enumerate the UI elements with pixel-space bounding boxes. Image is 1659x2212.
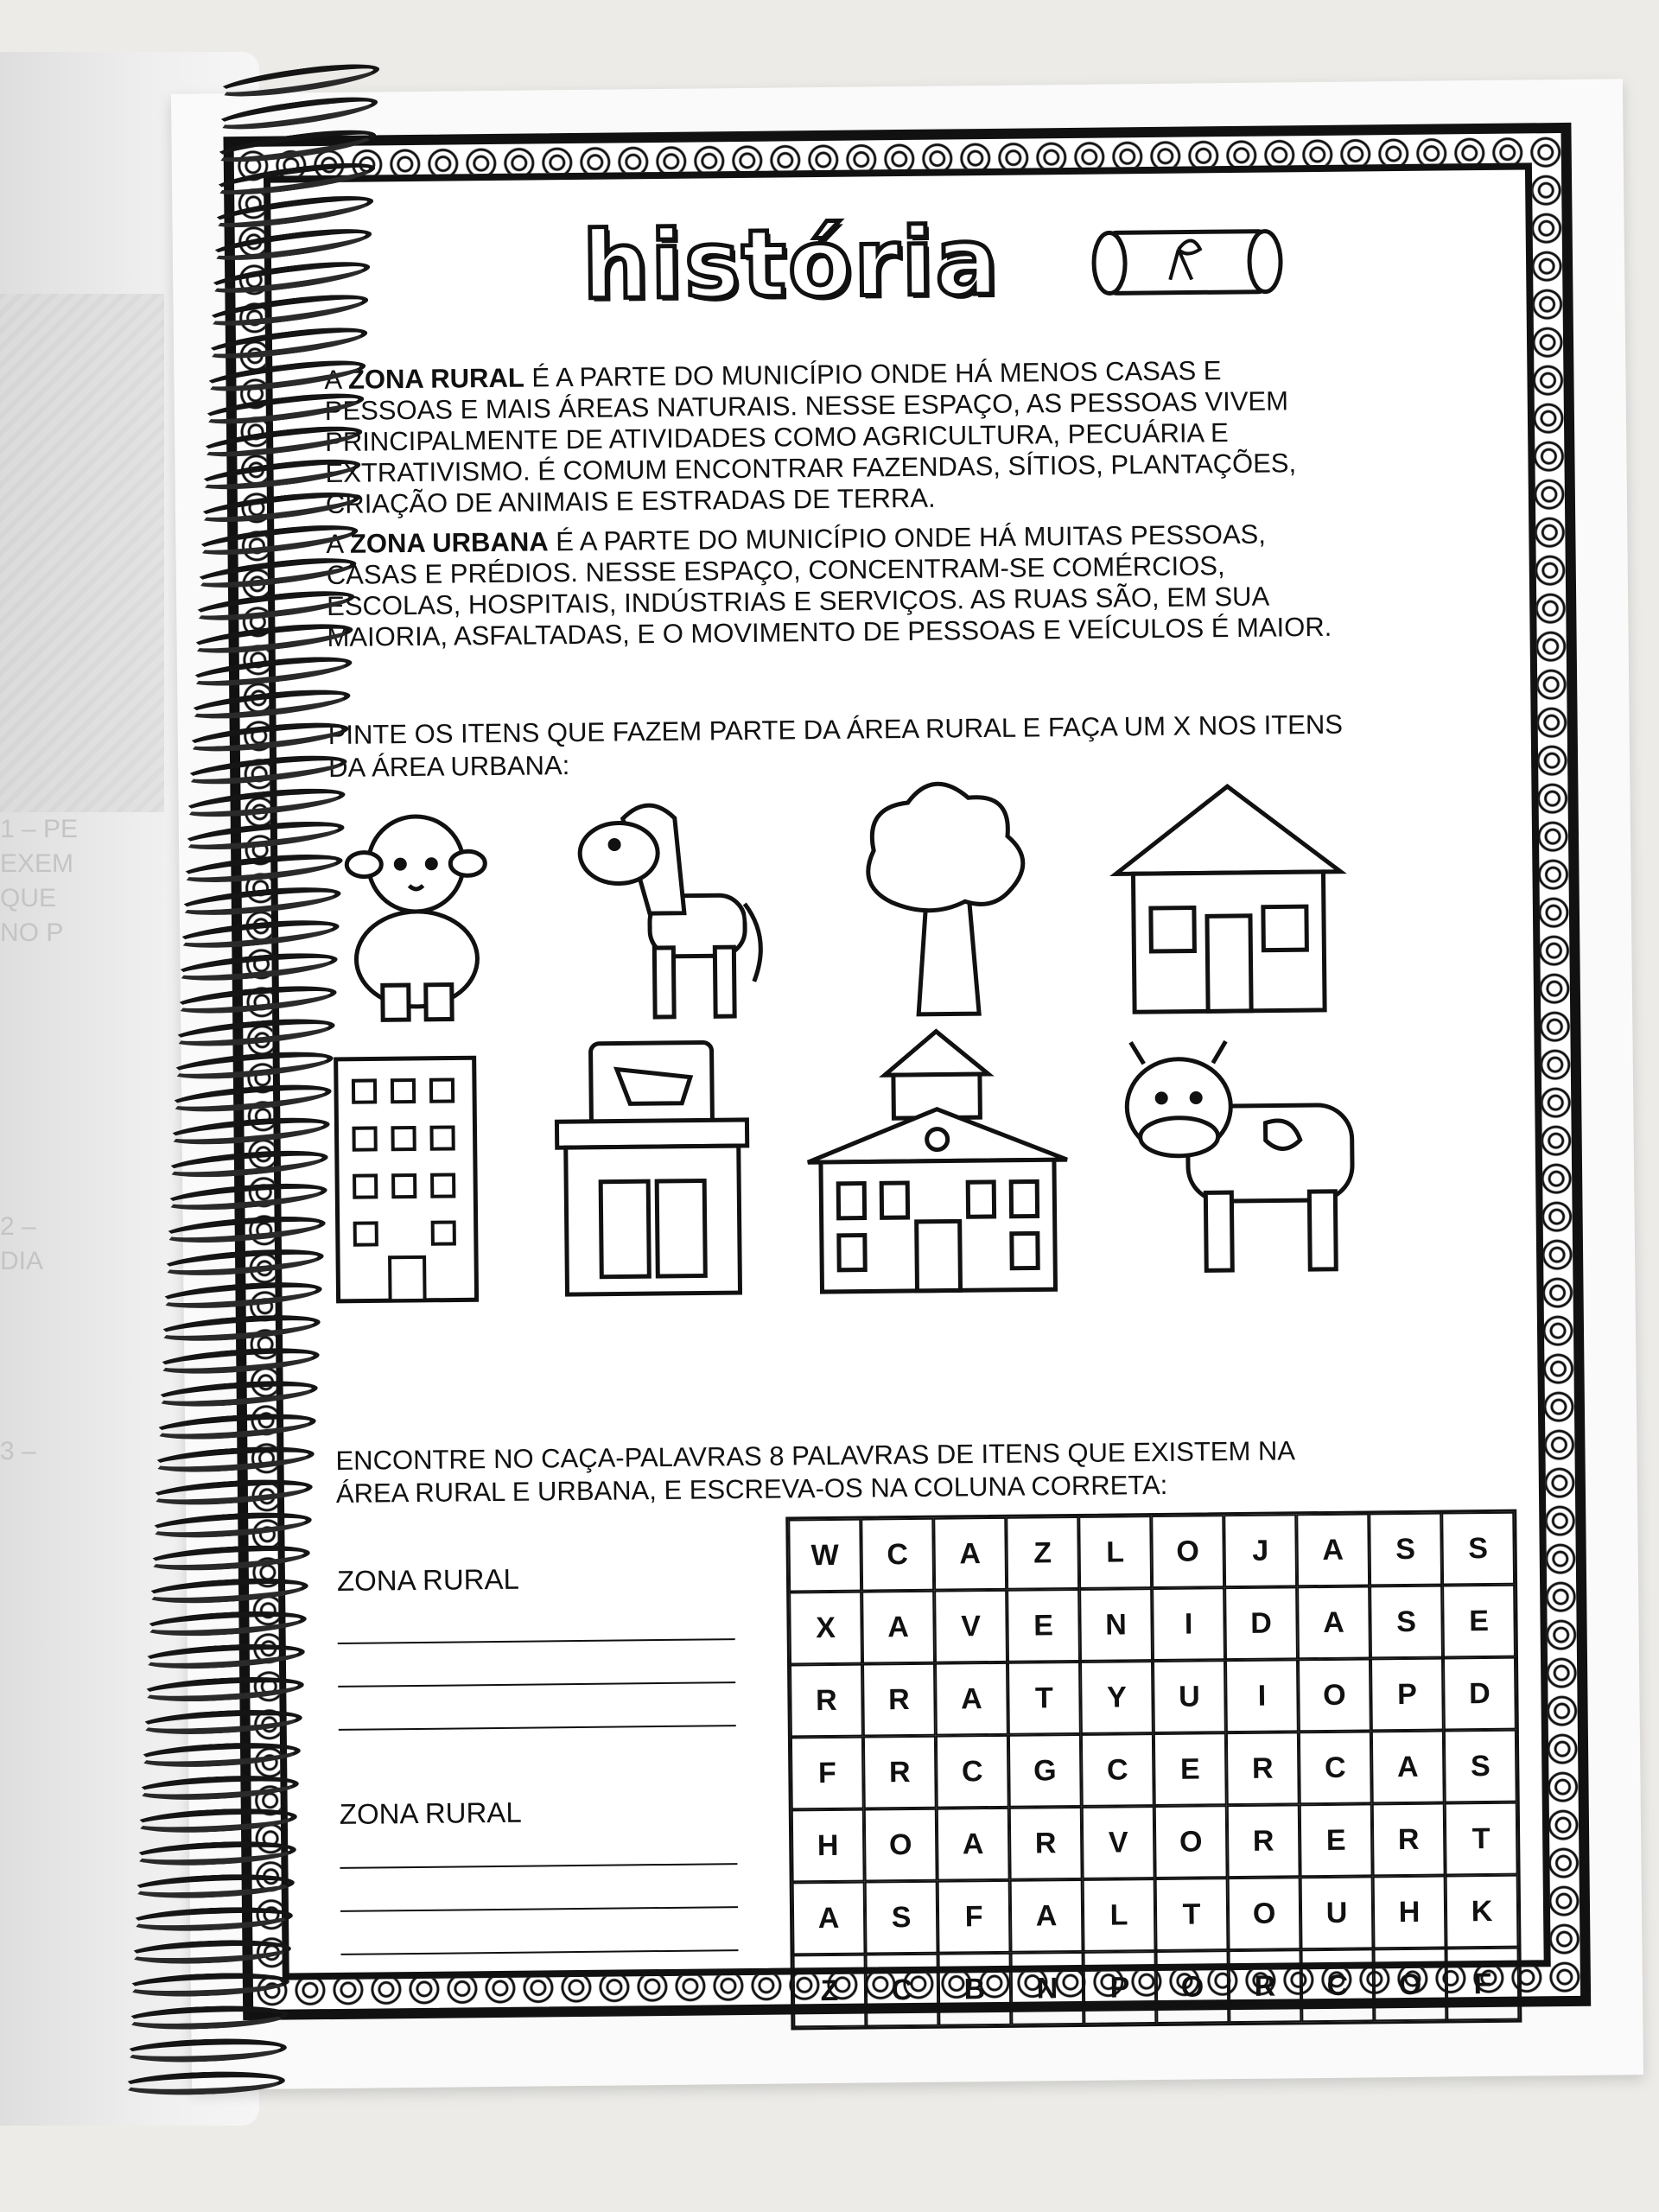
spiral-ring bbox=[161, 1211, 326, 1247]
paragraph-lead: A bbox=[326, 528, 351, 560]
word-search-cell[interactable]: P bbox=[1084, 1951, 1157, 2024]
left-page-fragment: 1 – PE bbox=[0, 815, 79, 843]
building-icon[interactable] bbox=[323, 1045, 490, 1306]
word-search-cell[interactable]: S bbox=[1369, 1513, 1442, 1586]
spiral-ring bbox=[156, 1311, 321, 1345]
word-search-cell[interactable]: S bbox=[1370, 1586, 1443, 1659]
spiral-ring bbox=[124, 2003, 289, 2031]
word-search-cell[interactable]: U bbox=[1300, 1876, 1374, 1949]
word-search-cell[interactable]: R bbox=[1227, 1804, 1300, 1878]
word-search-cell[interactable]: E bbox=[1442, 1585, 1516, 1658]
word-search-cell[interactable]: W bbox=[788, 1519, 861, 1592]
spiral-ring bbox=[150, 1443, 315, 1477]
answer-line[interactable] bbox=[339, 1725, 736, 1731]
word-search-cell[interactable]: Y bbox=[1080, 1661, 1154, 1734]
word-search-grid bbox=[785, 1510, 1522, 2031]
word-search-cell[interactable]: C bbox=[861, 1518, 934, 1592]
word-search-cell[interactable]: N bbox=[1079, 1588, 1153, 1662]
word-search-cell[interactable]: S bbox=[1441, 1512, 1515, 1586]
spiral-ring bbox=[130, 1872, 295, 1902]
word-search-cell[interactable]: E bbox=[1300, 1803, 1373, 1877]
word-search-cell[interactable]: R bbox=[862, 1663, 936, 1737]
zone-label-second: ZONA RURAL bbox=[339, 1796, 522, 1830]
paragraph-body: É A PARTE DO MUNICÍPIO ONDE HÁ MUITAS PESSOAS, CASAS E PRÉDIOS. NESSE ESPAÇO, CONCENTRAM-SE COMÉRCIOS, ESCOLAS, HOSPITAIS, INDÚSTRIAS E SERVIÇOS. AS RUAS SÃO, EM SUA MAIORIA, ASFALTADAS, E O MOVIMENTO DE PESSOAS E VEÍCULOS É MAIOR. bbox=[326, 518, 1332, 653]
spiral-ring bbox=[129, 1904, 294, 1934]
decorative-border bbox=[223, 123, 1591, 2020]
word-search-cell[interactable]: O bbox=[864, 1808, 938, 1882]
title-row bbox=[270, 194, 1526, 327]
word-search-cell[interactable]: T bbox=[1445, 1802, 1518, 1876]
answer-line[interactable] bbox=[338, 1638, 735, 1644]
word-search-cell[interactable]: U bbox=[1153, 1660, 1226, 1733]
answer-line[interactable] bbox=[340, 1949, 738, 1955]
spiral-ring bbox=[143, 1574, 308, 1606]
worksheet-page bbox=[171, 79, 1643, 2089]
spiral-ring bbox=[153, 1376, 318, 1410]
word-search-cell[interactable]: T bbox=[1007, 1662, 1081, 1735]
left-page-fragment: NO P bbox=[0, 918, 64, 947]
word-search-cell[interactable]: F bbox=[791, 1737, 864, 1810]
word-search-cell[interactable]: A bbox=[1297, 1586, 1370, 1659]
spiral-ring bbox=[149, 1476, 314, 1509]
horse-icon[interactable] bbox=[570, 783, 772, 1027]
word-search-cell[interactable]: S bbox=[865, 1881, 938, 1955]
spiral-ring bbox=[158, 1278, 323, 1313]
spiral-ring bbox=[122, 2037, 287, 2065]
spiral-ring bbox=[139, 1674, 304, 1706]
word-search-cell[interactable]: A bbox=[935, 1662, 1008, 1736]
page-title: história bbox=[582, 207, 1001, 321]
word-search-cell[interactable]: O bbox=[1298, 1658, 1371, 1732]
word-search-cell[interactable]: Z bbox=[1006, 1516, 1079, 1590]
word-search-cell[interactable]: T bbox=[1155, 1878, 1229, 1951]
left-page-fragment: EXEM bbox=[0, 849, 74, 878]
word-search-cell[interactable]: F bbox=[1446, 1948, 1520, 2021]
zona-urbana-term: ZONA URBANA bbox=[349, 526, 549, 559]
word-search-cell[interactable]: D bbox=[1443, 1657, 1516, 1731]
word-search-cell[interactable]: L bbox=[1078, 1516, 1152, 1589]
answer-line[interactable] bbox=[338, 1681, 735, 1688]
word-search-cell[interactable]: O bbox=[1156, 1950, 1230, 2024]
cow-icon[interactable] bbox=[1109, 1027, 1370, 1280]
word-search-cell[interactable]: C bbox=[1301, 1948, 1375, 2022]
school-icon[interactable] bbox=[798, 1021, 1077, 1300]
word-search-cell[interactable]: H bbox=[791, 1809, 865, 1883]
tree-icon[interactable] bbox=[847, 771, 1039, 1023]
instruction-color: PINTE OS ITENS QUE FAZEM PARTE DA ÁREA RURAL E FAÇA UM X NOS ITENS DA ÁREA URBANA: bbox=[327, 709, 1344, 783]
spiral-ring bbox=[137, 1707, 302, 1738]
spiral-ring bbox=[131, 1839, 296, 1869]
spiral-ring bbox=[145, 1541, 310, 1574]
word-search-cell[interactable]: I bbox=[1225, 1659, 1299, 1732]
word-search-cell[interactable]: E bbox=[1154, 1732, 1227, 1806]
zone-label-rural: ZONA RURAL bbox=[336, 1562, 520, 1597]
house-icon[interactable] bbox=[1106, 777, 1351, 1021]
left-page-fragment: 3 – bbox=[0, 1437, 36, 1465]
word-search-cell[interactable]: V bbox=[934, 1590, 1007, 1663]
word-search-cell[interactable]: R bbox=[1009, 1807, 1083, 1880]
word-search-cell[interactable]: O bbox=[1154, 1805, 1228, 1878]
word-search-cell[interactable]: A bbox=[933, 1517, 1007, 1591]
spiral-ring bbox=[159, 1245, 324, 1281]
spiral-ring bbox=[155, 1344, 320, 1378]
sheep-icon[interactable] bbox=[329, 803, 505, 1029]
paragraph-body: É A PARTE DO MUNICÍPIO ONDE HÁ MENOS CASAS E PESSOAS E MAIS ÁREAS NATURAIS. NESSE ESPAÇO, AS PESSOAS VIVEM PRINCIPALMENTE DE ATIVIDADES COMO AGRICULTURA, PECUÁRIA E EXTRATIVISMO. É COMUM ENCONTRAR FAZENDAS, SÍTIOS, PLANTAÇÕES, CRIAÇÃO DE ANIMAIS E ESTRADAS DE TERRA. bbox=[324, 355, 1297, 520]
left-page-fragment: DIA bbox=[0, 1247, 44, 1275]
spiral-ring bbox=[151, 1409, 316, 1443]
word-search-cell[interactable]: E bbox=[1007, 1589, 1080, 1662]
scroll-icon bbox=[1083, 213, 1291, 311]
word-search-cell[interactable]: V bbox=[1082, 1806, 1155, 1879]
spiral-ring bbox=[141, 1641, 306, 1673]
word-search-cell[interactable]: F bbox=[938, 1880, 1011, 1954]
zona-rural-term: ZONA RURAL bbox=[347, 362, 524, 395]
word-search-cell[interactable]: O bbox=[1374, 1948, 1447, 2022]
word-search-cell[interactable]: B bbox=[938, 1953, 1012, 2026]
word-search-cell[interactable]: O bbox=[1151, 1515, 1224, 1588]
left-page-fragment: 2 – bbox=[0, 1212, 36, 1241]
spiral-ring bbox=[125, 1970, 290, 1999]
word-search-cell[interactable]: Z bbox=[793, 1955, 867, 2028]
spiral-ring bbox=[121, 2069, 286, 2098]
word-search-cell[interactable]: S bbox=[1444, 1730, 1517, 1803]
answer-line[interactable] bbox=[340, 1863, 737, 1869]
word-search-cell[interactable]: R bbox=[1226, 1732, 1300, 1805]
instruction-word-search: ENCONTRE NO CAÇA-PALAVRAS 8 PALAVRAS DE ITENS QUE EXISTEM NA ÁREA RURAL E URBANA, E ESCREVA-OS NA COLUNA CORRETA: bbox=[335, 1435, 1294, 1509]
word-search-cell[interactable]: N bbox=[1011, 1952, 1084, 2025]
word-search-cell[interactable]: K bbox=[1446, 1875, 1519, 1948]
word-search-cell[interactable]: D bbox=[1224, 1586, 1298, 1660]
word-search-cell[interactable]: A bbox=[937, 1808, 1010, 1881]
word-search-cell[interactable]: J bbox=[1224, 1514, 1297, 1587]
word-search-cell[interactable]: R bbox=[1229, 1949, 1302, 2023]
word-search-cell[interactable]: C bbox=[1299, 1731, 1372, 1804]
spiral-ring bbox=[147, 1509, 312, 1541]
word-search-cell[interactable]: P bbox=[1370, 1658, 1444, 1732]
paragraph-lead: A bbox=[324, 364, 349, 396]
word-search-cell[interactable]: A bbox=[1296, 1513, 1370, 1586]
paragraph-rural bbox=[324, 354, 1345, 520]
answer-line[interactable] bbox=[340, 1906, 738, 1912]
spiral-binding bbox=[60, 69, 302, 2126]
word-search-cell[interactable]: A bbox=[861, 1591, 935, 1664]
word-search-cell[interactable]: R bbox=[790, 1664, 863, 1738]
spiral-ring bbox=[127, 1937, 292, 1967]
word-search-cell[interactable]: A bbox=[1010, 1879, 1084, 1953]
word-search-cell[interactable]: O bbox=[1228, 1877, 1301, 1950]
spiral-ring bbox=[135, 1772, 300, 1803]
spiral-ring bbox=[133, 1805, 298, 1835]
word-search-cell[interactable]: C bbox=[866, 1954, 939, 2027]
word-search-cell[interactable]: L bbox=[1083, 1878, 1156, 1952]
word-search-cell[interactable]: X bbox=[789, 1592, 862, 1665]
supermarket-icon[interactable] bbox=[538, 1033, 766, 1304]
word-search-cell[interactable]: A bbox=[1371, 1731, 1445, 1804]
spiral-ring bbox=[136, 1739, 301, 1770]
word-search-cell[interactable]: C bbox=[936, 1735, 1009, 1808]
word-search-cell[interactable]: C bbox=[1081, 1733, 1154, 1807]
word-search-cell[interactable]: R bbox=[863, 1736, 937, 1809]
worksheet-content bbox=[264, 162, 1551, 2007]
word-search-cell[interactable]: R bbox=[1372, 1803, 1446, 1877]
word-search-cell[interactable]: G bbox=[1008, 1734, 1082, 1808]
paragraph-urban bbox=[326, 518, 1346, 653]
word-search-cell[interactable]: I bbox=[1152, 1587, 1225, 1661]
left-page-fragment: QUE bbox=[0, 884, 57, 912]
spiral-ring bbox=[143, 1607, 308, 1639]
word-search-cell[interactable]: H bbox=[1373, 1876, 1446, 1949]
word-search-cell[interactable]: A bbox=[792, 1882, 866, 1955]
